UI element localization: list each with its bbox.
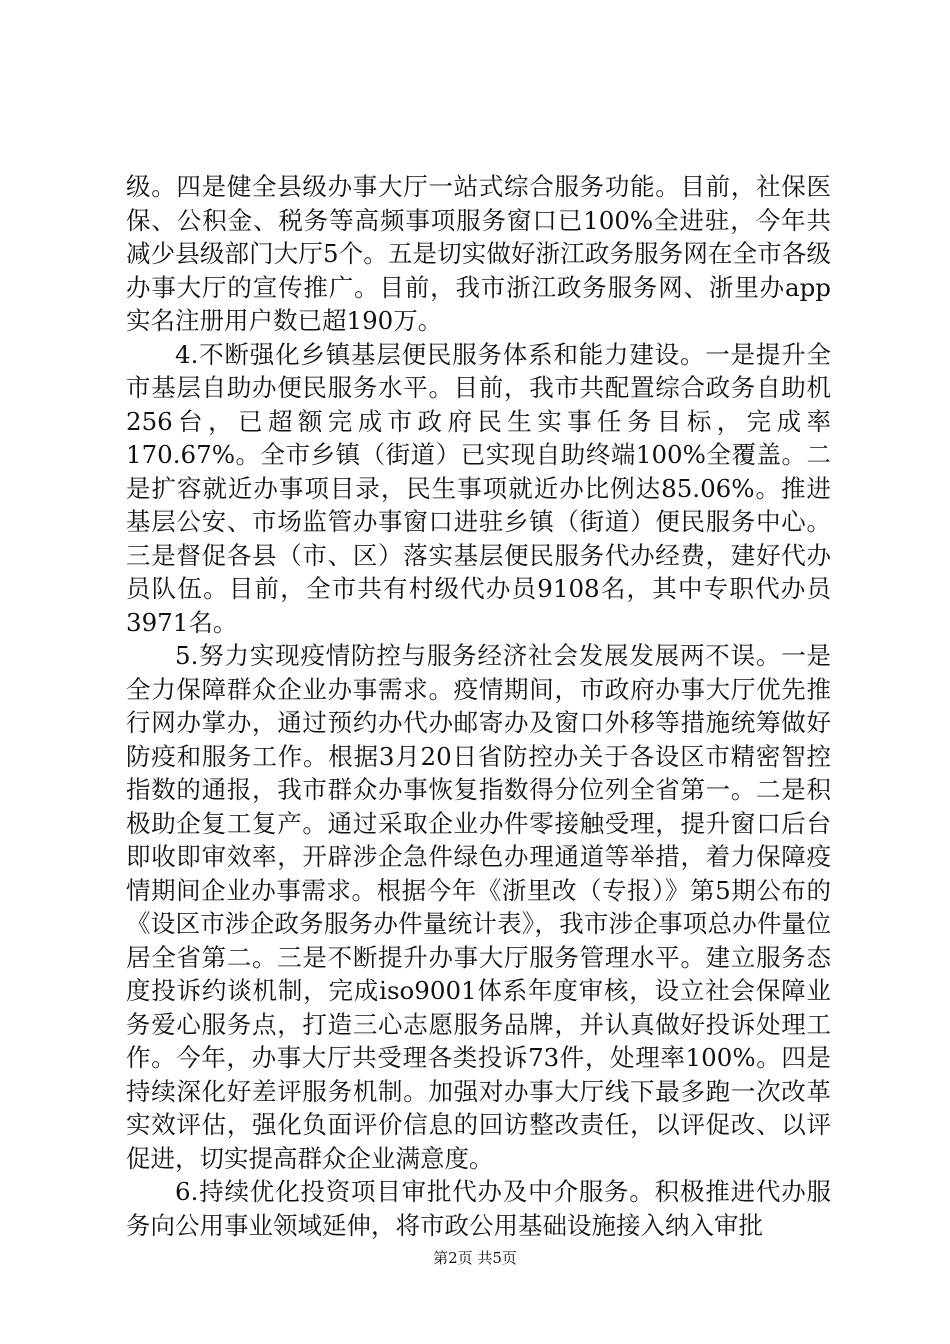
paragraph-item-5: 5.努力实现疫情防控与服务经济社会发展发展两不误。一是全力保障群众企业办事需求。疫情期间，市政府办事大厅优先推行网办掌办，通过预约办代办邮寄办及窗口外移等措施统筹做好防疫和服务工作。根据3月20日省防控办关于各设区市精密智控指数的通报，我市群众办事恢复指数得分位列全省第一。二是积极助企复工复产。通过采取企业办件零接触受理，提升窗口后台即收即审效率，开辟涉企急件绿色办理通道等举措，着力保障疫情期间企业办事需求。根据今年《浙里改（专报）》第5期公布的《设区市涉企政务服务办件量统计表》，我市涉企事项总办件量位居全省第二。三是不断提升办事大厅服务管理水平。建立服务态度投诉约谈机制，完成iso9001体系年度审核，设立社会保障业务爱心服务点，打造三心志愿服务品牌，并认真做好投诉处理工作。今年，办事大厅共受理各类投诉73件，处理率100%。四是持续深化好差评服务机制。加强对办事大厅线下最多跑一次改革实效评估，强化负面评价信息的回访整改责任，以评促改、以评促进，切实提高群众企业满意度。 [126,641,831,1173]
page-footer: 第2页 共5页 [433,1249,517,1267]
paragraph-item-6: 6.持续优化投资项目审批代办及中介服务。积极推进代办服务向公用事业领域延伸，将市政公用基础设施接入纳入审批 [126,1177,831,1240]
body-text [126,170,831,1242]
paragraph-item-4: 4.不断强化乡镇基层便民服务体系和能力建设。一是提升全市基层自助办便民服务水平。目前，我市共配置综合政务自助机256台，已超额完成市政府民生实事任务目标，完成率170.67%。全市乡镇（街道）已实现自助终端100%全覆盖。二是扩容就近办事项目录，民生事项就近办比例达85.06%。推进基层公安、市场监管办事窗口进驻乡镇（街道）便民服务中心。三是督促各县（市、区）落实基层便民服务代办经费，建好代办员队伍。目前，全市共有村级代办员9108名，其中专职代办员3971名。 [126,339,831,637]
paragraph-continuation: 级。四是健全县级办事大厅一站式综合服务功能。目前，社保医保、公积金、税务等高频事项服务窗口已100%全进驻，今年共减少县级部门大厅5个。五是切实做好浙江政务服务网在全市各级办事大厅的宣传推广。目前，我市浙江政务服务网、浙里办app实名注册用户数已超190万。 [126,172,831,335]
